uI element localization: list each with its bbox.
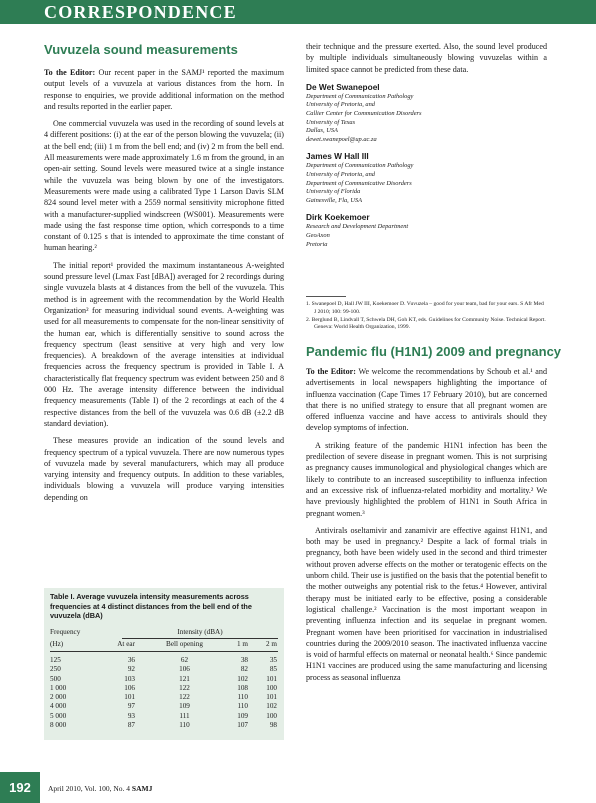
references-divider — [306, 296, 346, 297]
section-title: CORRESPONDENCE — [44, 2, 237, 22]
intensity-cell: 97 — [127, 702, 135, 711]
intensity-cell: 103 — [124, 674, 135, 683]
column-header: Bell opening — [166, 640, 203, 648]
signatures — [306, 81, 547, 249]
intensity-cell: 87 — [127, 721, 135, 730]
intensity-cell: 109 — [237, 711, 248, 720]
affiliation-line: dewet.swanepoel@up.ac.za — [306, 135, 377, 143]
intensity-cell: 122 — [179, 683, 190, 692]
footer-citation — [48, 784, 152, 794]
table-row — [50, 665, 278, 674]
affiliation-line: Department of Communicative Disorders — [306, 179, 412, 187]
intensity-cell: 122 — [179, 693, 190, 702]
frequency-cell: 500 — [50, 674, 61, 683]
column-header: 2 m — [266, 640, 277, 648]
frequency-unit-header: (Hz) — [50, 640, 64, 648]
paragraph: The initial report¹ provided the maximum instantaneous A-weighted sound pressure level (Lmax Fast [dBA]) averaged for 2 recordings during single vuvuzela blasts at 4 distances from the bell of the vuvuzela. This method is in agreement with the recommendation by the World Health Organization² for measuring individual sound events. A-weighting was used for all measurements to compensate for the non-linear sensitivity of the human ear, which is differentially sensitive to sound across the frequency spectrum (least sensitive at very high and very low frequencies). A breakdown of the average intensities at individual frequencies across the frequency spectrum is provided in Table I. A characteristically flat frequency spectrum was evident between 250 and 8 000 Hz. The average intensity difference between the individual frequency measurements (Table I) of the 2 recordings at each of the 4 respective distances from the bell of the vuvuzela was 0.6 dB (±2.2 dB standard deviation). — [44, 260, 284, 428]
intensity-cell: 98 — [269, 721, 277, 730]
paragraph: A striking feature of the pandemic H1N1 infection has been the predilection of severe disease in pregnant women. This is not surprising as pregnancy causes immunological and physiological changes which are likely to contribute to an increased susceptibility to influenza infection and an excessive risk of influenza-related morbidity and mortality.² We have previously highlighted the problem of H1N1 in South Africa in pregnant women.³ — [306, 440, 547, 518]
intensity-cell: 100 — [266, 711, 277, 720]
intensity-cell: 36 — [127, 656, 135, 664]
author-name: Dirk Koekemoer — [306, 212, 370, 223]
intensity-cell: 82 — [240, 665, 248, 674]
intensity-cell: 108 — [237, 683, 248, 692]
signature-block — [306, 150, 547, 205]
salutation: To the Editor: — [44, 68, 96, 77]
frequency-cell: 4 000 — [50, 702, 67, 711]
frequency-header: Frequency — [50, 628, 81, 636]
frequency-cell: 8 000 — [50, 721, 67, 730]
frequency-cell: 250 — [50, 665, 61, 674]
article-vuvuzela-body — [44, 67, 284, 509]
section-header-bar — [0, 0, 596, 24]
intensity-cell: 106 — [124, 683, 135, 692]
intensity-cell: 107 — [237, 721, 248, 730]
article-vuvuzela-continuation — [306, 41, 547, 255]
affiliation-line: University of Texas — [306, 118, 356, 126]
column-header: 1 m — [237, 640, 248, 648]
frequency-cell: 1 000 — [50, 683, 67, 692]
affiliation-line: Department of Communication Pathology — [306, 162, 414, 170]
intensity-cell: 121 — [179, 674, 190, 683]
reference-item: 1. Swanepoel D, Hall JW III, Koekemoer D. Vuvuzela – good for your team, bad for your ears. S Afr Med J 2010; 100: 99-100. — [306, 301, 544, 315]
table-body — [50, 656, 278, 730]
affiliation-line: GeoAxon — [306, 232, 330, 240]
page-footer — [0, 772, 596, 803]
table-row — [50, 712, 278, 721]
intensity-cell: 100 — [266, 683, 277, 692]
intensity-cell: 101 — [266, 693, 277, 702]
paragraph: their technique and the pressure exerted. Also, the sound level produced by multiple individuals simultaneously blowing vuvuzelas within a limited space cannot be predicted from these data. — [306, 42, 547, 74]
table-row — [50, 693, 278, 702]
intensity-group-header: Intensity (dBA) — [122, 628, 278, 639]
table-box — [44, 588, 284, 740]
table-header-row — [50, 640, 278, 652]
signature-block — [306, 81, 547, 145]
article-title-h1n1: Pandemic flu (H1N1) 2009 and pregnancy — [306, 344, 562, 359]
affiliation-line: University of Florida — [306, 188, 361, 196]
table-caption: Table I. Average vuvuzela intensity measurements across frequencies at 4 distinct distances from the bell end of the vuvuzela (dBA) — [50, 592, 252, 621]
table-row — [50, 675, 278, 684]
article-h1n1-body — [306, 366, 547, 689]
affiliation-line: University of Pretoria, and — [306, 171, 375, 179]
intensity-cell: 62 — [180, 656, 189, 664]
intensity-cell: 110 — [179, 721, 190, 730]
paragraph: One commercial vuvuzela was used in the recording of sound levels at 4 different positions: (i) at the ear of the person blowing the vuvuzela; (ii) at the bell end; (iii) 1 m from the bell end; and (iv) 2 m from the bell end. All measurements were made approximately 1.6 m from the ground, in an open-air setting. Sound levels were measured twice at a single instance while the vuvuzela was being blown by one of the investigators. Measurements were made using a calibrated Type 1 Larson Davis SLM 824 sound level meter with a 2559 normal sensitivity microphone fitted with a manufacturer-supplied windscreen (WS001). Measurements were made using the fast response time option, which corresponds to a time constant of 0.125 s that is intended to approximate the time constant of human hearing.² — [44, 119, 284, 253]
journal-name: SAMJ — [131, 784, 153, 793]
intensity-cell: 110 — [237, 693, 248, 702]
frequency-cell: 2 000 — [50, 693, 67, 702]
table-row — [50, 656, 278, 665]
intensity-cell: 111 — [179, 711, 190, 720]
frequency-cell: 125 — [50, 656, 61, 664]
intensity-cell: 110 — [237, 702, 248, 711]
author-name: De Wet Swanepoel — [306, 81, 380, 92]
column-header: At ear — [117, 640, 135, 648]
intensity-cell: 101 — [266, 674, 277, 683]
affiliation-line: Department of Communication Pathology — [306, 92, 414, 100]
intensity-cell: 101 — [124, 693, 135, 702]
references — [306, 296, 547, 332]
article-title-vuvuzela: Vuvuzela sound measurements — [44, 42, 238, 57]
salutation: To the Editor: — [306, 367, 356, 376]
intensity-cell: 93 — [127, 711, 135, 720]
intensity-cell: 106 — [179, 665, 190, 674]
intensity-cell: 102 — [237, 674, 248, 683]
frequency-cell: 5 000 — [50, 711, 67, 720]
paragraph: Antivirals oseltamivir and zanamivir are effective against H1N1, and both may be used in pregnancy.² Despite a lack of formal trials in pregnancy, both have been widely used in the second and third trimester without proven adverse effects on the mother or teratogenic effects on the unborn child. Their use is justified on the basis that the potential benefit to the mother outweighs any potential risk to the fetus.⁴ However, antiviral therapy must be initiated early to be effective, posing a considerable logistical challenge.² Vaccination is the most important weapon in preventing influenza infection and its sequelae in pregnant women. Pregnant women have been prioritised for vaccination in industrialised countries during the 2009/2010 season. The inactivated influenza vaccine is void of harmful effects on maternal or neonatal health.⁶ Since pandemic H1N1 vaccines are produced using the same manufacturing and licensing process as seasonal influenza — [306, 525, 547, 682]
paragraph: To the Editor: We welcome the recommendations by Schoub et al.¹ and advertisements in local newspapers highlighting the importance of influenza vaccination (Cape Times 17 February 2010), but are concerned that there is no unified strategy to ensure that all pregnant women are offered influenza vaccine and have access to antivirals should they develop symptoms of infection. — [306, 367, 547, 433]
intensity-cell: 102 — [266, 702, 277, 711]
intensity-cell: 92 — [127, 665, 135, 674]
affiliation-line: Pretoria — [306, 240, 328, 248]
intensity-cell: 38 — [240, 656, 248, 664]
signature-block — [306, 211, 547, 249]
table-row — [50, 684, 278, 693]
intensity-cell: 109 — [179, 702, 190, 711]
paragraph: These measures provide an indication of the sound levels and frequency spectrum of a typical vuvuzela. There are now numerous types of vuvuzela made by several manufacturers, which may all produce varying intensity and frequency outputs. In addition to these variables, individuals blowing a vuvuzela will produce varying intensities depending on — [44, 436, 284, 502]
affiliation-line: Dallas, USA — [306, 127, 338, 135]
issue-info: April 2010, Vol. 100, No. 4 — [48, 784, 131, 793]
affiliation-line: Research and Development Department — [306, 223, 409, 231]
author-name: James W Hall III — [306, 151, 369, 162]
affiliation-line: Gainesville, Fla, USA — [306, 196, 363, 204]
table-header-row — [50, 628, 278, 640]
intensity-cell: 85 — [269, 665, 277, 674]
intensity-cell: 35 — [269, 656, 277, 664]
affiliation-line: University of Pretoria, and — [306, 101, 375, 109]
page-number: 192 — [0, 772, 40, 803]
intensity-table — [50, 628, 278, 730]
paragraph: To the Editor: Our recent paper in the SAMJ¹ reported the maximum output levels of a vuvuzela at various distances from the horn. In response to enquiries, we provide additional information on the method and results reported in the earlier paper. — [44, 68, 284, 111]
table-row — [50, 702, 278, 711]
affiliation-line: Callier Center for Communication Disorders — [306, 110, 422, 118]
reference-item: 2. Berglund B, Lindvall T, Schwela DH, Goh KT, eds. Guidelines for Community Noise. Technical Report. Geneva: World Health Organization, 1999. — [306, 316, 546, 331]
table-row — [50, 721, 278, 730]
